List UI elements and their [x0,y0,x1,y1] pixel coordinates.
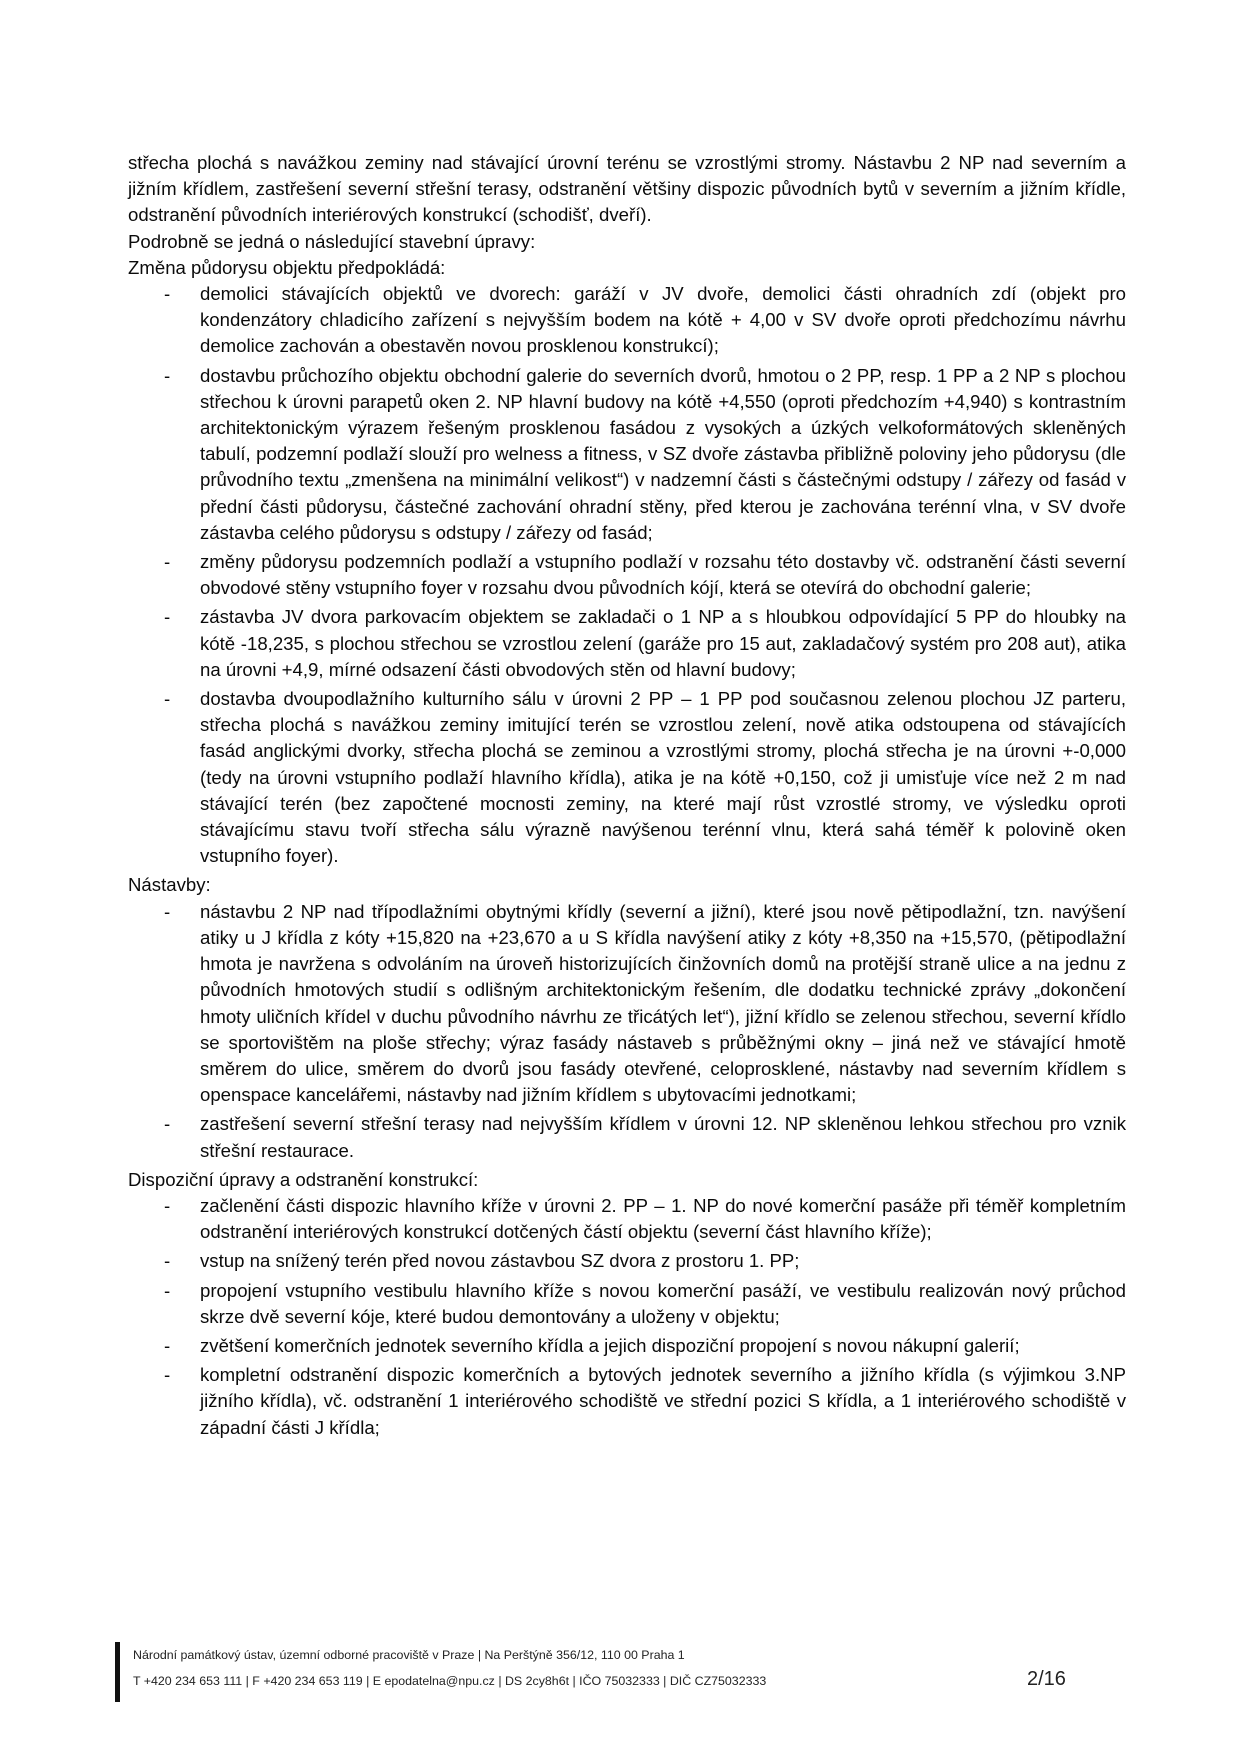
list-item [128,1111,1126,1163]
dash-bullet: - [164,1194,171,1216]
page-number: 2/16 [1027,1668,1066,1690]
list-item-text: zástavba JV dvora parkovacím objektem se zakladači o 1 NP a s hloubkou odpovídající 5 PP do hloubky na kótě -18,235, s plochou střechou se vzrostlou zelení (garáže pro 15 aut, zakladačový systém pro 208 aut), atika na úrovni +4,9, mírné odsazení části obvodových stěn od hlavní budovy; [200,606,1126,680]
footer-address: Národní památkový ústav, územní odborné pracoviště v Praze | Na Perštýně 356/12, 110 00 Praha 1 [133,1648,685,1662]
list-item-text: zastřešení severní střešní terasy nad nejvyšším křídlem v úrovni 12. NP skleněnou lehkou střechou pro vznik střešní restaurace. [200,1113,1126,1161]
section-heading-extensions: Nástavby: [128,874,211,896]
list-item-text: začlenění části dispozic hlavního kříže v úrovni 2. PP – 1. NP do nové komerční pasáže při téměř kompletním odstranění interiérových konstrukcí dotčených částí objektu (severní část hlavního kříže); [200,1194,1126,1243]
list-item [128,686,1126,869]
page-footer [115,1642,1115,1702]
dash-bullet: - [164,688,171,710]
list-item-text: nástavbu 2 NP nad třípodlažními obytnými křídly (severní a jižní), které jsou nově pětipodlažní, tzn. navýšení atiky u J křídla z kóty +15,820 na +23,670 a u S křídla navýšení atiky z kóty +8,350 na +15,570, (pětipodlažní hmota je navržena s odvoláním na úroveň historizujících činžovních domů na protější straně ulice a na jednu z původních hmotových studií s odlišným architektonickým řešením, dle dodatku technické zprávy „dokončení hmoty uličních křídel v duchu původního návrhu ze třicátých let“), jižní křídlo se zelenou střechou, severní křídlo se sportovištěm na ploše střechy; výraz fasády nástaveb s průběžnými okny – jiná než ve stávající hmotě směrem do ulice, směrem do dvorů jsou fasády otevřené, celoprosklené, nástavby nad severním křídlem s openspace kancelářemi, nástavby nad jižním křídlem s ubytovacími jednotkami; [200,900,1126,1106]
list-item [128,1248,1126,1274]
intro-paragraph: střecha plochá s navážkou zeminy nad stávající úrovní terénu se vzrostlými stromy. Nástavbu 2 NP nad severním a jižním křídlem, zastřešení severní střešní terasy, odstranění většiny dispozic původních bytů v severním a jižním křídle, odstranění původních interiérových konstrukcí (schodišť, dveří). [128,152,1126,226]
dash-bullet: - [164,1279,171,1301]
dash-bullet: - [164,1250,171,1272]
layout-list [128,1193,1126,1441]
list-item-text: propojení vstupního vestibulu hlavního kříže s novou komerční pasáží, ve vestibulu realizován nový průchod skrze dvě severní kóje, které budou demontovány a uloženy v objektu; [200,1279,1126,1327]
list-item [128,281,1126,360]
list-item-text: změny půdorysu podzemních podlaží a vstupního podlaží v rozsahu této dostavby vč. odstranění části severní obvodové stěny vstupního foyer v rozsahu dvou původních kójí, která se otevírá do obchodní galerie; [200,551,1126,599]
detail-intro: Podrobně se jedná o následující stavební úpravy: [128,230,536,252]
list-item [128,1193,1126,1245]
list-item [128,549,1126,601]
dash-bullet: - [164,364,171,386]
dash-bullet: - [164,1113,171,1135]
list-item-text: dostavbu průchozího objektu obchodní galerie do severních dvorů, hmotou o 2 PP, resp. 1 PP a 2 NP s plochou střechou k úrovni parapetů oken 2. NP hlavní budovy na kótě +4,550 (oproti předchozím +4,940) s kontrastním architektonickým výrazem řešeným prosklenou fasádou z vysokých a úzkých velkoformátových skleněných tabulí, podzemní podlaží slouží pro welness a fitness, v SZ dvoře zástavba přibližně poloviny jeho půdorysu (dle průvodního textu „zmenšena na minimální velikost“) v nadzemní části s částečnými odstupy / zářezy od fasád v přední části půdorysu, částečné zachování ohradní stěny, před kterou je zachována terénní vlna, v SV dvoře zástavba celého půdorysu s odstupy / zářezy od fasád; [200,364,1126,543]
document-body [128,150,1126,1444]
dash-bullet: - [164,551,171,573]
dash-bullet: - [164,1334,171,1356]
footer-rule [115,1642,120,1702]
list-item [128,899,1126,1109]
dash-bullet: - [164,283,171,305]
list-item-text: demolici stávajících objektů ve dvorech: garáží v JV dvoře, demolici části ohradních zdí (objekt pro kondenzátory chladicího zařízení s nejvyšším bodem na kótě + 4,00 v SV dvoře oproti předchozímu návrhu demolice zachován a obestavěn novou prosklenou konstrukcí); [200,283,1126,357]
list-item [128,604,1126,683]
dash-bullet: - [164,1364,171,1386]
section-heading-floorplan: Změna půdorysu objektu předpokládá: [128,256,446,278]
list-item-text: dostavba dvoupodlažního kulturního sálu v úrovni 2 PP – 1 PP pod současnou zelenou plochou JZ parteru, střecha plochá s navážkou zeminy imitující terén se vzrostlou zelení, nově atika odstoupena od stávajících fasád anglickými dvorky, střecha plochá se zeminou a vzrostlými stromy, plochá střecha je na úrovni +-0,000 (tedy na úrovni vstupního podlaží hlavního křídla), atika je na kótě +0,150, což ji umisťuje více než 2 m nad stávající terén (bez započtené mocnosti zeminy, na které mají růst vzrostlé stromy, ve výsledku oproti stávajícímu stavu tvoří střecha sálu výrazně navýšenou terénní vlnu, která sahá téměř k polovině oken vstupního foyer). [200,688,1126,867]
footer-contacts: T +420 234 653 111 | F +420 234 653 119 | E epodatelna@npu.cz | DS 2cy8h6t | IČO 75032333 | DIČ CZ75032333 [133,1674,767,1688]
dash-bullet: - [164,900,171,922]
floorplan-list [128,281,1126,869]
list-item [128,1362,1126,1441]
section-heading-layout: Dispoziční úpravy a odstranění konstrukcí: [128,1168,479,1190]
list-item-text: kompletní odstranění dispozic komerčních a bytových jednotek severního a jižního křídla (s výjimkou 3.NP jižního křídla), vč. odstranění 1 interiérového schodiště ve střední pozici S křídla, a 1 interiérového schodiště v západní části J křídla; [200,1364,1126,1438]
list-item [128,1333,1126,1359]
list-item [128,1278,1126,1330]
list-item-text: zvětšení komerčních jednotek severního křídla a jejich dispoziční propojení s novou nákupní galerií; [200,1334,1020,1356]
list-item-text: vstup na snížený terén před novou zástavbou SZ dvora z prostoru 1. PP; [200,1250,800,1272]
dash-bullet: - [164,606,171,628]
extensions-list [128,899,1126,1164]
list-item [128,363,1126,546]
